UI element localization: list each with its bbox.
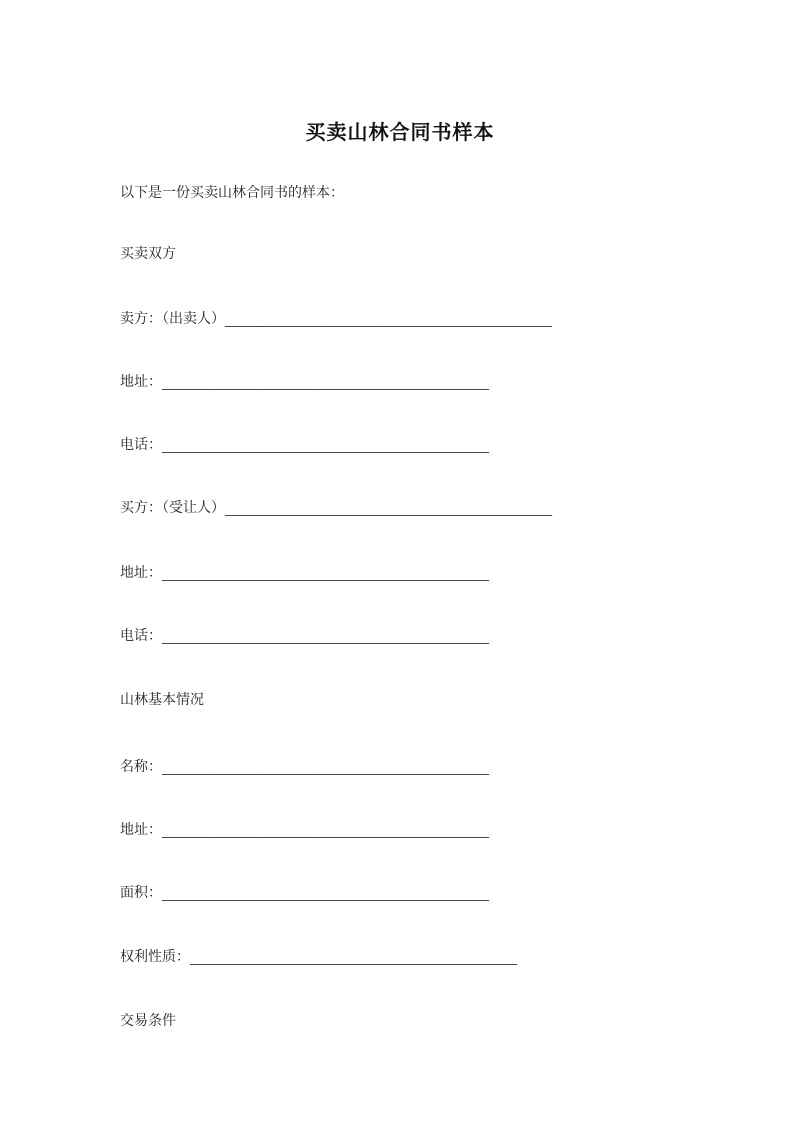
buyer-field (120, 498, 553, 518)
seller-phone-blank: __________________________________________ (162, 437, 490, 453)
seller-field (120, 309, 553, 329)
field-label: 地址： (120, 374, 162, 390)
intro-label: 以下是一份买卖山林合同书的样本： (120, 185, 344, 201)
field-label: 权利性质： (120, 949, 190, 965)
rights-field (120, 947, 518, 967)
field-label: 电话： (120, 628, 162, 644)
buyer-phone-field (120, 626, 490, 646)
forest-address-field (120, 820, 490, 840)
seller-blank: __________________________________________ (225, 311, 553, 327)
buyer-address-field (120, 563, 490, 583)
field-label: 名称： (120, 759, 162, 775)
forest-area-field (120, 883, 490, 903)
field-label: 面积： (120, 885, 162, 901)
buyer-blank: __________________________________________ (225, 500, 553, 516)
field-label: 地址： (120, 822, 162, 838)
seller-address-blank: __________________________________________ (162, 374, 490, 390)
heading-label: 交易条件 (120, 1013, 176, 1029)
field-label: 卖方：（出卖人） (120, 311, 225, 327)
forest-area-blank: __________________________________________ (162, 885, 490, 901)
seller-phone-field (120, 435, 490, 455)
field-label: 地址： (120, 565, 162, 581)
heading-label: 山林基本情况 (120, 692, 204, 708)
seller-address-field (120, 372, 490, 392)
forest-name-field (120, 757, 490, 777)
forest-address-blank: __________________________________________ (162, 822, 490, 838)
forest-name-blank: __________________________________________ (162, 759, 490, 775)
heading-label: 买卖双方 (120, 246, 176, 262)
field-label: 买方：（受让人） (120, 500, 225, 516)
document-title: 买卖山林合同书样本 (305, 120, 495, 144)
section-heading-terms (120, 1011, 176, 1031)
section-heading-forest (120, 690, 204, 710)
rights-blank: __________________________________________ (190, 949, 518, 965)
buyer-phone-blank: __________________________________________ (162, 628, 490, 644)
section-heading-parties (120, 244, 176, 264)
intro-text (120, 183, 344, 203)
buyer-address-blank: __________________________________________ (162, 565, 490, 581)
field-label: 电话： (120, 437, 162, 453)
